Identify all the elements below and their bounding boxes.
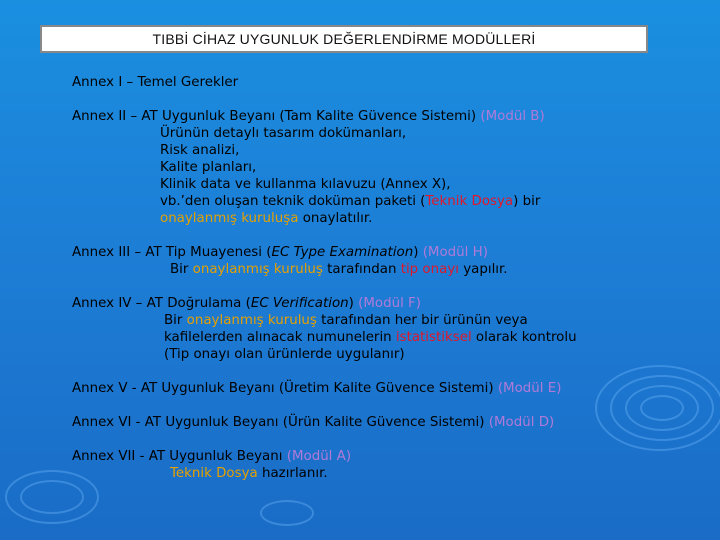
annex-3-text: Bir (170, 262, 193, 277)
annex-6-module: (Modül D) (488, 415, 555, 430)
annex-5-module: (Modül E) (497, 381, 562, 396)
notified-body-term: onaylanmış kuruluş (192, 262, 323, 277)
annex-4-line (72, 312, 672, 329)
annex-3-italic: EC Type Examination (271, 245, 414, 260)
type-approval-term: tip onayı (400, 262, 459, 277)
annex-4-close: ) (348, 296, 359, 311)
annex-5 (72, 380, 672, 397)
annex-2-line (72, 193, 672, 210)
annex-2-line: Ürünün detaylı tasarım dokümanları, (160, 126, 407, 141)
annex-4-lead: Annex IV – AT Doğrulama ( (72, 296, 251, 311)
annex-4-text: olarak kontrolu (471, 330, 577, 345)
annex-3-lead: Annex III – AT Tip Muayenesi ( (72, 245, 272, 260)
page-title: TIBBİ CİHAZ UYGUNLUK DEĞERLENDİRME MODÜLLERİ (40, 25, 648, 53)
notified-body-term: onaylanmış kuruluş (186, 313, 317, 328)
annex-3-heading (72, 244, 672, 261)
annex-7 (72, 448, 672, 482)
annex-3-text: yapılır. (458, 262, 508, 277)
annex-6-heading (72, 414, 672, 431)
annex-2-module: (Modül B) (480, 109, 545, 124)
annex-2-line (72, 210, 672, 227)
annex-3-line (72, 261, 672, 278)
annex-6 (72, 414, 672, 431)
annex-3 (72, 244, 672, 278)
annex-4-module: (Modül F) (358, 296, 421, 311)
annex-4-italic: EC Verification (250, 296, 349, 311)
annex-list (72, 74, 672, 499)
annex-7-lead: Annex VII - AT Uygunluk Beyanı (72, 449, 287, 464)
annex-4 (72, 295, 672, 363)
annex-2-line: Klinik data ve kullanma kılavuzu (Annex X), (160, 177, 451, 192)
annex-7-module: (Modül A) (286, 449, 352, 464)
annex-3-text: tarafından (322, 262, 401, 277)
annex-2-line: Kalite planları, (160, 160, 257, 175)
annex-6-lead: Annex VI - AT Uygunluk Beyanı (Ürün Kalite Güvence Sistemi) (72, 415, 489, 430)
annex-5-lead: Annex V - AT Uygunluk Beyanı (Üretim Kalite Güvence Sistemi) (72, 381, 498, 396)
annex-2 (72, 108, 672, 227)
annex-3-close: ) (413, 245, 423, 260)
annex-4-text: kafilelerden alınacak numunelerin (164, 330, 396, 345)
annex-7-heading (72, 448, 672, 465)
technical-file-term: Teknik Dosya (425, 194, 514, 209)
annex-1-text: Annex I – Temel Gerekler (72, 75, 239, 90)
annex-2-line: Risk analizi, (160, 143, 240, 158)
technical-file-term: Teknik Dosya (170, 466, 258, 481)
annex-7-line (72, 465, 672, 482)
notified-body-term: onaylanmış kuruluşa (160, 211, 299, 226)
annex-2-lead: Annex II – AT Uygunluk Beyanı (Tam Kalite Güvence Sistemi) (72, 109, 481, 124)
annex-7-text: hazırlanır. (257, 466, 328, 481)
annex-5-heading (72, 380, 672, 397)
annex-2-text: onaylatılır. (298, 211, 373, 226)
annex-2-text: vb.’den oluşan teknik doküman paketi ( (160, 194, 426, 209)
annex-4-text: tarafından her bir ürünün veya (316, 313, 528, 328)
annex-4-line (72, 329, 672, 346)
annex-4-line: (Tip onayı olan ürünlerde uygulanır) (164, 347, 405, 362)
statistical-term: istatistiksel (395, 330, 472, 345)
annex-4-text: Bir (164, 313, 187, 328)
annex-2-heading (72, 108, 672, 125)
annex-3-module: (Modül H) (422, 245, 488, 260)
annex-4-heading (72, 295, 672, 312)
annex-2-text: ) bir (513, 194, 541, 209)
annex-1 (72, 74, 672, 91)
